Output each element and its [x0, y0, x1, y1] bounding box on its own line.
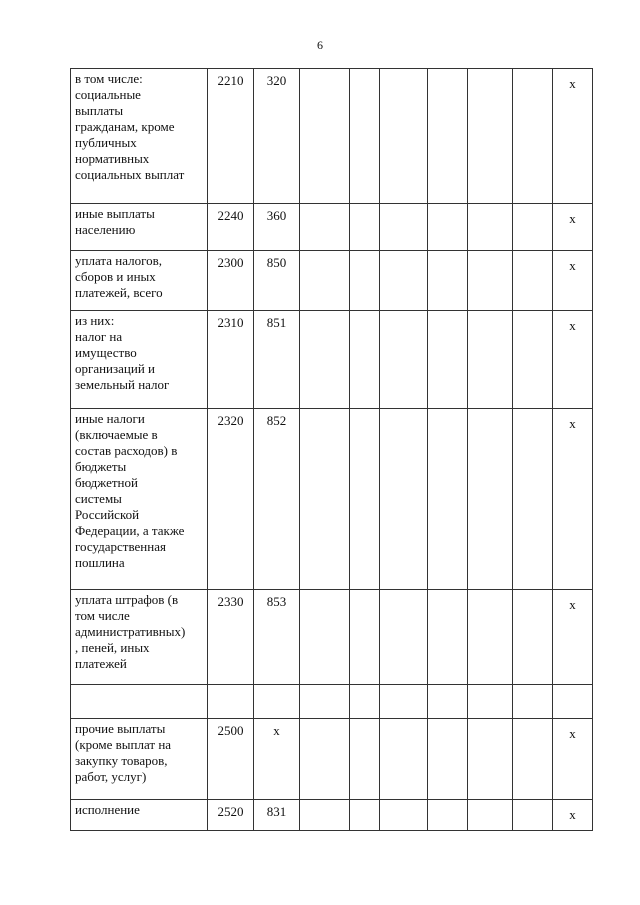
empty-cell — [300, 685, 350, 719]
empty-cell — [428, 719, 468, 800]
empty-cell — [300, 590, 350, 685]
empty-cell — [380, 251, 428, 311]
row-code-cell: 2320 — [208, 409, 254, 590]
row-kbk-cell: 320 — [254, 69, 300, 204]
page-number: 6 — [317, 38, 323, 52]
empty-cell — [513, 204, 553, 251]
empty-cell — [350, 204, 380, 251]
table-row — [71, 204, 593, 251]
empty-cell — [300, 69, 350, 204]
empty-cell — [468, 590, 513, 685]
empty-cell — [380, 800, 428, 831]
row-kbk-cell: 853 — [254, 590, 300, 685]
empty-cell — [428, 409, 468, 590]
empty-cell — [428, 251, 468, 311]
row-kbk-cell — [254, 685, 300, 719]
empty-cell — [380, 69, 428, 204]
empty-cell — [380, 409, 428, 590]
empty-cell — [350, 69, 380, 204]
row-last-cell: х — [553, 311, 593, 409]
row-name-cell: уплата штрафов (в том числе административных) , пеней, иных платежей — [71, 590, 208, 685]
empty-cell — [300, 204, 350, 251]
empty-cell — [380, 311, 428, 409]
row-last-cell: х — [553, 204, 593, 251]
empty-cell — [300, 719, 350, 800]
empty-cell — [428, 204, 468, 251]
row-last-cell: х — [553, 590, 593, 685]
empty-cell — [468, 204, 513, 251]
empty-cell — [428, 590, 468, 685]
empty-cell — [380, 204, 428, 251]
row-code-cell: 2210 — [208, 69, 254, 204]
row-name-cell: уплата налогов, сборов и иных платежей, всего — [71, 251, 208, 311]
empty-cell — [350, 590, 380, 685]
row-code-cell: 2520 — [208, 800, 254, 831]
empty-cell — [350, 719, 380, 800]
empty-cell — [468, 69, 513, 204]
row-name-cell: исполнение — [71, 800, 208, 831]
empty-cell — [513, 409, 553, 590]
empty-cell — [513, 590, 553, 685]
row-name-cell: из них: налог на имущество организаций и земельный налог — [71, 311, 208, 409]
row-code-cell: 2300 — [208, 251, 254, 311]
empty-cell — [513, 685, 553, 719]
empty-cell — [513, 311, 553, 409]
empty-cell — [468, 719, 513, 800]
row-kbk-cell: 360 — [254, 204, 300, 251]
row-last-cell — [553, 685, 593, 719]
row-code-cell: 2330 — [208, 590, 254, 685]
row-last-cell: х — [553, 69, 593, 204]
empty-cell — [428, 800, 468, 831]
table-row — [71, 251, 593, 311]
empty-cell — [468, 409, 513, 590]
table-row — [71, 800, 593, 831]
row-name-cell: прочие выплаты (кроме выплат на закупку товаров, работ, услуг) — [71, 719, 208, 800]
empty-cell — [513, 69, 553, 204]
row-name-cell: в том числе: социальные выплаты гражданам, кроме публичных нормативных социальных выплат — [71, 69, 208, 204]
empty-cell — [350, 685, 380, 719]
empty-cell — [300, 251, 350, 311]
empty-cell — [300, 409, 350, 590]
row-name-cell — [71, 685, 208, 719]
empty-cell — [468, 685, 513, 719]
empty-cell — [380, 719, 428, 800]
empty-cell — [468, 800, 513, 831]
table-row — [71, 590, 593, 685]
empty-cell — [513, 800, 553, 831]
row-kbk-cell: 831 — [254, 800, 300, 831]
row-last-cell: х — [553, 251, 593, 311]
row-name-cell: иные выплаты населению — [71, 204, 208, 251]
row-last-cell: х — [553, 719, 593, 800]
row-code-cell: 2500 — [208, 719, 254, 800]
empty-cell — [380, 590, 428, 685]
table-row — [71, 409, 593, 590]
row-name-cell: иные налоги (включаемые в состав расходов) в бюджеты бюджетной системы Российской Федерации, а также государственная пошлина — [71, 409, 208, 590]
empty-cell — [380, 685, 428, 719]
row-code-cell: 2240 — [208, 204, 254, 251]
row-code-cell: 2310 — [208, 311, 254, 409]
row-kbk-cell: 851 — [254, 311, 300, 409]
row-last-cell: х — [553, 409, 593, 590]
empty-cell — [428, 311, 468, 409]
empty-cell — [468, 311, 513, 409]
empty-cell — [350, 409, 380, 590]
table-row — [71, 69, 593, 204]
empty-cell — [350, 311, 380, 409]
row-last-cell: х — [553, 800, 593, 831]
table-row — [71, 311, 593, 409]
row-kbk-cell: 852 — [254, 409, 300, 590]
empty-cell — [428, 69, 468, 204]
empty-cell — [513, 251, 553, 311]
empty-cell — [428, 685, 468, 719]
row-code-cell — [208, 685, 254, 719]
budget-table — [70, 68, 593, 831]
table-row — [71, 719, 593, 800]
table-row — [71, 685, 593, 719]
row-kbk-cell: х — [254, 719, 300, 800]
empty-cell — [350, 251, 380, 311]
empty-cell — [300, 800, 350, 831]
empty-cell — [350, 800, 380, 831]
empty-cell — [513, 719, 553, 800]
row-kbk-cell: 850 — [254, 251, 300, 311]
empty-cell — [468, 251, 513, 311]
empty-cell — [300, 311, 350, 409]
